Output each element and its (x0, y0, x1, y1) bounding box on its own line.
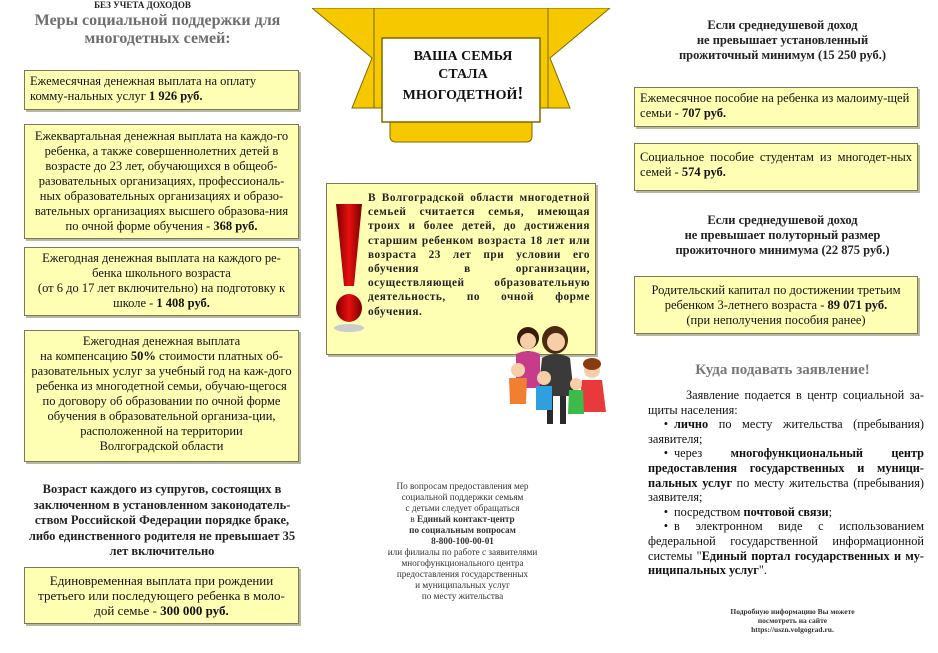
right-heading1-line3: прожиточный минимум (15 250 руб.) (678, 48, 887, 62)
where-item-online-pre: в электронном виде с использованием федеральной государственной информационной системы " (648, 519, 924, 563)
contact-center-name: Единый контакт-центр (416, 514, 515, 524)
left-box-compensation-percent: 50% (130, 349, 156, 363)
right-box-child-benefit-text: Ежемесячное пособие на ребенка из малоиму-щей семьи - (640, 91, 910, 120)
contact-line4-pre: в (410, 514, 417, 524)
banner-line1: ВАША СЕМЬЯ (413, 49, 513, 64)
family-illustration (500, 318, 625, 430)
bullet-icon: • (663, 504, 668, 519)
contact-line8: многофункционального центра (401, 558, 524, 568)
footer-info (700, 607, 885, 634)
where-item-personal-bold: лично (674, 417, 709, 432)
right-box-student-benefit-text: Социальное пособие студентам из многодет-ных семей - (640, 150, 912, 179)
bullet-icon: • (663, 417, 668, 432)
right-heading2-line3: прожиточного минимума (22 875 руб.) (675, 243, 890, 257)
left-box-utility-text: Ежемесячная денежная выплата на оплату комму-нальных услуг (30, 74, 257, 103)
right-heading-income2 (640, 213, 925, 258)
left-box-birth (24, 567, 299, 624)
left-box-school-line1: Ежегодная денежная выплата на каждого ре-бенка школьного возраста (42, 251, 281, 280)
contact-line1: По вопросам предоставления мер (396, 481, 529, 491)
exclamation-icon (332, 200, 366, 335)
contact-line9: предоставления государственных (396, 569, 529, 579)
right-box-capital-line2: ребенком 3-летнего возраста - (664, 298, 828, 312)
left-box-quarterly-amount: 368 руб. (213, 219, 258, 233)
right-heading-income1 (640, 18, 925, 63)
where-to-apply-text (648, 388, 924, 578)
where-item-mfc-pre: через (674, 446, 731, 461)
right-box-capital-line3: (при неполучения пособия ранее) (686, 313, 866, 327)
left-box-school-amount: 1 408 руб. (156, 296, 210, 310)
where-item-online (648, 519, 924, 577)
where-item-post (648, 505, 924, 520)
left-box-compensation-last: Волгоградской области (99, 439, 224, 453)
bullet-icon: • (663, 446, 668, 461)
right-box-student-benefit-amount: 574 руб. (681, 165, 726, 179)
right-heading2-line2: не превышает полуторный размер (684, 228, 881, 242)
where-intro: Заявление подается в центр социальной за-щиты населения: (648, 388, 924, 417)
banner-line3: МНОГОДЕТНОЙ (402, 88, 518, 103)
where-item-mfc-bold: многофункциональный центр предоставления государственных и муници-пальных услуг (648, 446, 924, 490)
contact-phone: 8-800-100-00-01 (431, 536, 494, 546)
left-box-compensation (24, 330, 299, 462)
right-heading1-line1: Если среднедушевой доход (707, 18, 858, 32)
definition-text: В Волгоградской области многодетной семьей считается семья, имеющая троих и более детей, до достижения старшим ребенком возраста 18 лет или возраста 23 лет при условии его обучения в организации, осуществляющей образовательную деятельность, по очной форме обучения. (368, 192, 590, 318)
banner-title (388, 48, 538, 105)
left-box-utility (24, 70, 299, 110)
right-heading2-line1: Если среднедушевой доход (707, 213, 858, 227)
left-box-utility-amount: 1 926 руб. (148, 89, 203, 103)
where-item-personal (648, 417, 924, 446)
left-subtitle: БЕЗ УЧЕТА ДОХОДОВ (94, 0, 191, 10)
where-item-online-rest: ". (758, 563, 767, 578)
left-title: Меры социальной поддержки для многодетных семей: (34, 12, 281, 47)
contact-line2: социальной поддержки семьям (401, 492, 524, 502)
contact-line3: с детьми следует обращаться (405, 503, 520, 513)
left-box-compensation-line1: Ежегодная денежная выплата (82, 334, 241, 348)
right-box-child-benefit (634, 87, 918, 127)
contact-line11: по месту жительства (421, 591, 504, 601)
footer-link[interactable]: https://uszn.volgograd.ru. (751, 625, 834, 634)
left-box-birth-text: Единовременная выплата при рождении третьего или последующего ребенка в моло-дой семье - (38, 573, 285, 618)
left-box-birth-amount: 300 000 руб. (160, 603, 229, 618)
where-item-post-pre: посредством (674, 504, 744, 519)
left-box-quarterly-text: Ежеквартальная денежная выплата на каждо-го ребенка, а также совершеннолетних детей в возрасте до 23 лет, обучающихся в общеоб-разовательных организациях, профессиональ-ных образовательных организациях и образо-вательных организациях высшего образова-ния по очной форме обучения - (34, 129, 289, 233)
where-item-personal-rest: по месту жительства (пребывания) заявителя; (648, 417, 924, 446)
contact-line7: или филиалы по работе с заявителями (387, 547, 538, 557)
right-box-child-benefit-amount: 707 руб. (681, 106, 727, 120)
right-heading1-line2: не превышает установленный (696, 33, 869, 47)
footer-line1: Подробную информацию Вы можете (730, 607, 855, 616)
banner-line2: СТАЛА (438, 67, 488, 82)
where-item-mfc-rest: по месту жительства (пребывания) заявителя; (648, 475, 925, 505)
footer-line2: посмотреть на сайте (757, 616, 828, 625)
right-box-capital-amount: 89 071 руб. (827, 298, 888, 312)
left-box-compensation-text: стоимости платных об-разовательных услуг за учебный год на каж-дого ребенка из многодетной семьи, обучаю-щегося по договору об образовании по очной форме обучения в образовательной организа-ции, расположенной на территории (31, 349, 292, 438)
right-box-capital-line1: Родительский капитал по достижении третьим (651, 283, 901, 297)
left-box-quarterly (24, 124, 299, 239)
banner-exclamation: ! (517, 83, 524, 103)
contact-info (360, 481, 565, 602)
where-item-online-bold: Единый портал государственных и му-ниципальных услуг (648, 548, 924, 578)
banner-right-tail (540, 8, 610, 108)
where-to-apply-title: Куда подавать заявление! (695, 362, 870, 378)
left-box-school (24, 247, 299, 316)
where-item-post-bold: почтовой связи (743, 504, 829, 519)
right-box-student-benefit (634, 143, 918, 191)
where-item-mfc (648, 446, 924, 504)
age-note: Возраст каждого из супругов, состоящих в заключенном в установленном законодатель-ством Российской Федерации порядке браке, либо единственного родителя не превышает 35 лет включительно (28, 482, 296, 558)
banner-left-tail (312, 8, 382, 108)
where-item-post-rest: ; (828, 504, 833, 519)
left-box-compensation-pre: на компенсацию (40, 349, 131, 363)
right-box-capital (634, 276, 918, 334)
left-box-school-line2: (от 6 до 17 лет включительно) на подготовку к школе - (37, 281, 286, 310)
contact-line5: по социальным вопросам (409, 525, 516, 535)
bullet-icon: • (663, 519, 668, 534)
contact-line10: и муниципальных услуг (415, 580, 510, 590)
